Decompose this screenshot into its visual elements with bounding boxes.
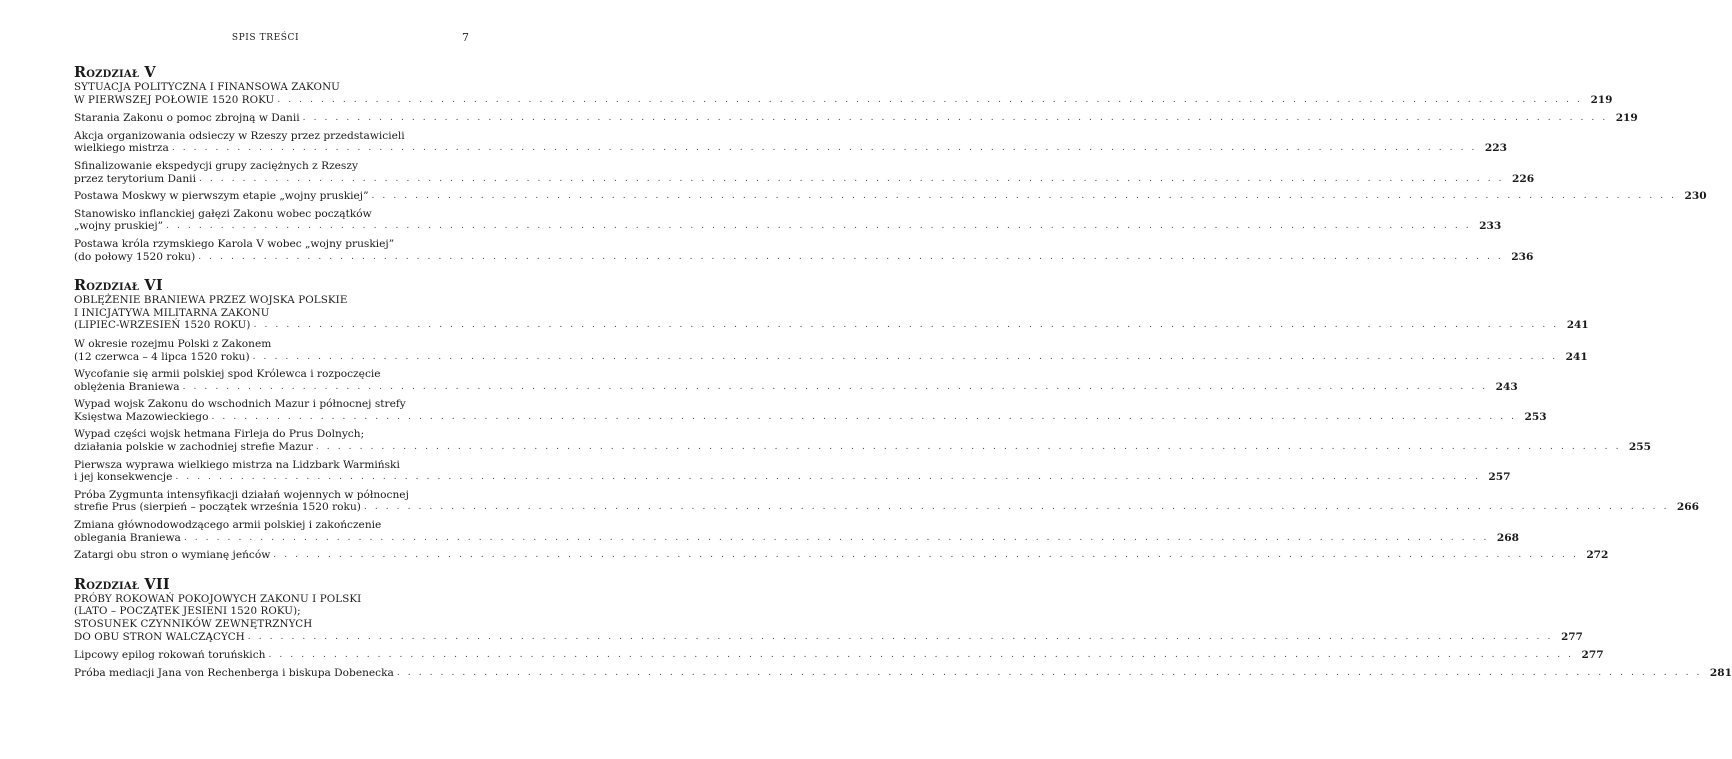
entry-page-number: 236 <box>1511 250 1534 263</box>
dot-leader: . . . . . . . . . . . . . . . . . . . . . . . . . . . . . . . . . . . . . . . . . . . . . . . . . . . . . . . . . . . . . . . . . . . . . . . . . . . . . . . . . . . . . . . . . . . . . . . . . . . . . . . . . . . . . . . . . . . . . . . . <box>198 173 1505 184</box>
entry-text <box>74 398 1521 423</box>
entry-text <box>74 649 1578 662</box>
entry-line: (LIPIEC-WRZESIEŃ 1520 ROKU) <box>74 319 251 332</box>
chapter-title[interactable] <box>74 592 1583 643</box>
chapter-section <box>74 64 1707 263</box>
dot-leader: . . . . . . . . . . . . . . . . . . . . . . . . . . . . . . . . . . . . . . . . . . . . . . . . . . . . . . . . . . . . . . . . . . . . . . . . . . . . . . . . . . . . . . . . . . . . . . . . . . . . . . . . . . . . . . . . . . . . . . . . <box>277 94 1583 105</box>
entry-text <box>74 428 1625 453</box>
entry-line: (LATO – POCZĄTEK JESIENI 1520 ROKU); <box>74 605 301 618</box>
entry-line: Sfinalizowanie ekspedycji grupy zaciężnych z Rzeszy <box>74 159 358 172</box>
entry-line: Wypad wojsk Zakonu do wschodnich Mazur i północnej strefy <box>74 398 406 411</box>
toc-entry[interactable] <box>74 666 1732 680</box>
entry-line: PRÓBY ROKOWAŃ POKOJOWYCH ZAKONU I POLSKI <box>74 592 362 605</box>
entry-line: Stanowisko inflanckiej gałęzi Zakonu wobec początków <box>74 207 372 220</box>
entry-page-number: 255 <box>1628 441 1652 454</box>
toc-entry[interactable] <box>74 112 1638 125</box>
entry-page-number: 243 <box>1495 380 1518 393</box>
dot-leader: . . . . . . . . . . . . . . . . . . . . . . . . . . . . . . . . . . . . . . . . . . . . . . . . . . . . . . . . . . . . . . . . . . . . . . . . . . . . . . . . . . . . . . . . . . . . . . . . . . . . . . . . . . . . . . . . . . . . . . . . <box>302 113 1608 124</box>
entry-text <box>74 489 1673 514</box>
entry-line: Próba mediacji Jana von Rechenberga i biskupa Dobenecka <box>74 666 394 679</box>
toc-entry[interactable] <box>74 129 1507 155</box>
entry-line: SYTUACJA POLITYCZNA I FINANSOWA ZAKONU <box>74 81 340 93</box>
entry-text <box>74 338 1562 363</box>
toc-entry[interactable] <box>74 428 1652 454</box>
entry-page-number: 241 <box>1565 350 1588 363</box>
entry-line: i jej konsekwencje <box>74 471 173 484</box>
dot-leader: . . . . . . . . . . . . . . . . . . . . . . . . . . . . . . . . . . . . . . . . . . . . . . . . . . . . . . . . . . . . . . . . . . . . . . . . . . . . . . . . . . . . . . . . . . . . . . . . . . . . . . . . . . . . . . . . . . . . . . . . <box>171 143 1477 154</box>
entry-line: Postawa Moskwy w pierwszym etapie „wojny pruskiej” <box>74 190 369 203</box>
chapter-title[interactable] <box>74 81 1613 106</box>
chapter-title[interactable] <box>74 294 1589 332</box>
dot-leader: . . . . . . . . . . . . . . . . . . . . . . . . . . . . . . . . . . . . . . . . . . . . . . . . . . . . . . . . . . . . . . . . . . . . . . . . . . . . . . . . . . . . . . . . . . . . . . . . . . . . . . . . . . . . . . . . . . . . . . . . <box>166 221 1472 232</box>
entry-page-number: 233 <box>1479 220 1502 233</box>
entry-text <box>74 549 1582 562</box>
entry-page-number: 277 <box>1561 630 1583 643</box>
entry-line: oblegania Braniewa <box>74 531 181 544</box>
dot-leader: . . . . . . . . . . . . . . . . . . . . . . . . . . . . . . . . . . . . . . . . . . . . . . . . . . . . . . . . . . . . . . . . . . . . . . . . . . . . . . . . . . . . . . . . . . . . . . . . . . . . . . . . . . . . . . . . . . . . . . . . <box>315 442 1622 453</box>
entry-line: strefie Prus (sierpień – początek września 1520 roku) <box>74 501 361 514</box>
dot-leader: . . . . . . . . . . . . . . . . . . . . . . . . . . . . . . . . . . . . . . . . . . . . . . . . . . . . . . . . . . . . . . . . . . . . . . . . . . . . . . . . . . . . . . . . . . . . . . . . . . . . . . . . . . . . . . . . . . . . . . . . <box>371 191 1677 202</box>
entry-line: W PIERWSZEJ POŁOWIE 1520 ROKU <box>74 93 275 106</box>
entry-line: W okresie rozejmu Polski z Zakonem <box>74 337 272 350</box>
chapter-label: Rozdział VII <box>74 575 170 593</box>
entry-page-number: 226 <box>1511 172 1535 185</box>
entry-line: Zatargi obu stron o wymianę jeńców <box>74 549 271 562</box>
entry-line: Księstwa Mazowieckiego <box>74 410 209 423</box>
page-number: 7 <box>462 31 469 44</box>
chapter-label: Rozdział V <box>74 64 156 81</box>
entry-page-number: 281 <box>1709 666 1732 679</box>
table-of-contents <box>74 64 1732 689</box>
entry-line: oblężenia Braniewa <box>74 380 180 393</box>
entry-line: Pierwsza wyprawa wielkiego mistrza na Lidzbark Warmiński <box>74 458 400 471</box>
entry-line: wielkiego mistrza <box>74 142 169 155</box>
entry-page-number: 257 <box>1488 471 1511 484</box>
dot-leader: . . . . . . . . . . . . . . . . . . . . . . . . . . . . . . . . . . . . . . . . . . . . . . . . . . . . . . . . . . . . . . . . . . . . . . . . . . . . . . . . . . . . . . . . . . . . . . . . . . . . . . . . . . . . . . . . . . . . . . . . <box>211 411 1517 422</box>
entry-text <box>74 667 1706 680</box>
toc-entry[interactable] <box>74 159 1535 185</box>
entry-text <box>74 459 1485 484</box>
entry-text <box>74 368 1492 393</box>
entry-line: przez terytorium Danii <box>74 172 196 185</box>
entry-line: Próba Zygmunta intensyfikacji działań wojennych w północnej <box>74 488 409 501</box>
entry-page-number: 277 <box>1581 649 1604 662</box>
dot-leader: . . . . . . . . . . . . . . . . . . . . . . . . . . . . . . . . . . . . . . . . . . . . . . . . . . . . . . . . . . . . . . . . . . . . . . . . . . . . . . . . . . . . . . . . . . . . . . . . . . . . . . . . . . . . . . . . . . . . . . . . <box>182 381 1488 392</box>
entry-line: Starania Zakonu o pomoc zbrojną w Danii <box>74 112 300 125</box>
entry-page-number: 272 <box>1586 549 1609 562</box>
dot-leader: . . . . . . . . . . . . . . . . . . . . . . . . . . . . . . . . . . . . . . . . . . . . . . . . . . . . . . . . . . . . . . . . . . . . . . . . . . . . . . . . . . . . . . . . . . . . . . . . . . . . . . . . . . . . . . . . . . . . . . . . <box>175 472 1481 483</box>
toc-entry[interactable] <box>74 488 1700 514</box>
chapter-section <box>74 575 1732 680</box>
entry-line: Lipcowy epilog rokowań toruńskich <box>74 649 266 662</box>
entry-line: Postawa króla rzymskiego Karola V wobec „wojny pruskiej” <box>74 237 395 250</box>
dot-leader: . . . . . . . . . . . . . . . . . . . . . . . . . . . . . . . . . . . . . . . . . . . . . . . . . . . . . . . . . . . . . . . . . . . . . . . . . . . . . . . . . . . . . . . . . . . . . . . . . . . . . . . . . . . . . . . . . . . . . . . . <box>252 351 1558 362</box>
entry-page-number: 219 <box>1590 93 1613 106</box>
dot-leader: . . . . . . . . . . . . . . . . . . . . . . . . . . . . . . . . . . . . . . . . . . . . . . . . . . . . . . . . . . . . . . . . . . . . . . . . . . . . . . . . . . . . . . . . . . . . . . . . . . . . . . . . . . . . . . . . . . . . . . . . <box>268 650 1574 661</box>
entry-line: DO OBU STRON WALCZĄCYCH <box>74 630 245 643</box>
entry-text <box>74 238 1507 263</box>
toc-entry[interactable] <box>74 368 1518 393</box>
toc-entry[interactable] <box>74 398 1547 423</box>
entry-text <box>74 81 1586 106</box>
entry-text <box>74 519 1493 544</box>
entry-line: STOSUNEK CZYNNIKÓW ZEWNĘTRZNYCH <box>74 618 313 630</box>
toc-entry[interactable] <box>74 519 1519 544</box>
entry-page-number: 219 <box>1615 112 1638 125</box>
entry-text <box>74 294 1563 332</box>
dot-leader: . . . . . . . . . . . . . . . . . . . . . . . . . . . . . . . . . . . . . . . . . . . . . . . . . . . . . . . . . . . . . . . . . . . . . . . . . . . . . . . . . . . . . . . . . . . . . . . . . . . . . . . . . . . . . . . . . . . . . . . . <box>363 502 1670 513</box>
toc-entry[interactable] <box>74 337 1588 363</box>
entry-line: działania polskie w zachodniej strefie Mazur <box>74 441 313 454</box>
entry-page-number: 268 <box>1496 531 1519 544</box>
dot-leader: . . . . . . . . . . . . . . . . . . . . . . . . . . . . . . . . . . . . . . . . . . . . . . . . . . . . . . . . . . . . . . . . . . . . . . . . . . . . . . . . . . . . . . . . . . . . . . . . . . . . . . . . . . . . . . . . . . . . . . . . <box>273 550 1579 561</box>
dot-leader: . . . . . . . . . . . . . . . . . . . . . . . . . . . . . . . . . . . . . . . . . . . . . . . . . . . . . . . . . . . . . . . . . . . . . . . . . . . . . . . . . . . . . . . . . . . . . . . . . . . . . . . . . . . . . . . . . . . . . . . . <box>198 251 1504 262</box>
entry-text <box>74 208 1475 233</box>
toc-entry[interactable] <box>74 190 1707 203</box>
entry-page-number: 266 <box>1676 501 1700 514</box>
entry-line: (do połowy 1520 roku) <box>74 250 196 263</box>
entry-line: Akcja organizowania odsieczy w Rzeszy przez przedstawicieli <box>74 129 405 142</box>
toc-entry[interactable] <box>74 649 1604 662</box>
dot-leader: . . . . . . . . . . . . . . . . . . . . . . . . . . . . . . . . . . . . . . . . . . . . . . . . . . . . . . . . . . . . . . . . . . . . . . . . . . . . . . . . . . . . . . . . . . . . . . . . . . . . . . . . . . . . . . . . . . . . . . . . <box>396 667 1702 678</box>
toc-entry[interactable] <box>74 458 1511 484</box>
chapter-section <box>74 277 1700 562</box>
entry-line: Zmiana głównodowodzącego armii polskiej i zakończenie <box>74 519 382 532</box>
entry-line: (12 czerwca – 4 lipca 1520 roku) <box>74 350 250 363</box>
entry-line: Wycofanie się armii polskiej spod Królewca i rozpoczęcie <box>74 368 381 381</box>
entry-text <box>74 112 1612 125</box>
entry-text <box>74 190 1681 203</box>
entry-page-number: 230 <box>1684 190 1707 203</box>
entry-page-number: 253 <box>1524 410 1547 423</box>
entry-page-number: 223 <box>1484 142 1507 155</box>
entry-text <box>74 130 1481 155</box>
entry-text <box>74 160 1508 185</box>
dot-leader: . . . . . . . . . . . . . . . . . . . . . . . . . . . . . . . . . . . . . . . . . . . . . . . . . . . . . . . . . . . . . . . . . . . . . . . . . . . . . . . . . . . . . . . . . . . . . . . . . . . . . . . . . . . . . . . . . . . . . . . . <box>247 631 1553 642</box>
entry-line: „wojny pruskiej” <box>74 220 164 233</box>
entry-text <box>74 593 1557 643</box>
dot-leader: . . . . . . . . . . . . . . . . . . . . . . . . . . . . . . . . . . . . . . . . . . . . . . . . . . . . . . . . . . . . . . . . . . . . . . . . . . . . . . . . . . . . . . . . . . . . . . . . . . . . . . . . . . . . . . . . . . . . . . . . <box>183 532 1489 543</box>
chapter-label: Rozdział VI <box>74 277 163 295</box>
toc-entry[interactable] <box>74 237 1534 263</box>
toc-entry[interactable] <box>74 207 1502 233</box>
entry-line: Wypad części wojsk hetmana Firleja do Prus Dolnych; <box>74 428 365 441</box>
dot-leader: . . . . . . . . . . . . . . . . . . . . . . . . . . . . . . . . . . . . . . . . . . . . . . . . . . . . . . . . . . . . . . . . . . . . . . . . . . . . . . . . . . . . . . . . . . . . . . . . . . . . . . . . . . . . . . . . . . . . . . . . <box>253 320 1559 331</box>
toc-entry[interactable] <box>74 549 1609 562</box>
running-header: SPIS TREŚCI <box>231 33 300 43</box>
entry-line: OBLĘŻENIE BRANIEWA PRZEZ WOJSKA POLSKIE <box>74 294 348 307</box>
entry-line: I INICJATYWA MILITARNA ZAKONU <box>74 306 270 319</box>
entry-page-number: 241 <box>1566 319 1589 332</box>
